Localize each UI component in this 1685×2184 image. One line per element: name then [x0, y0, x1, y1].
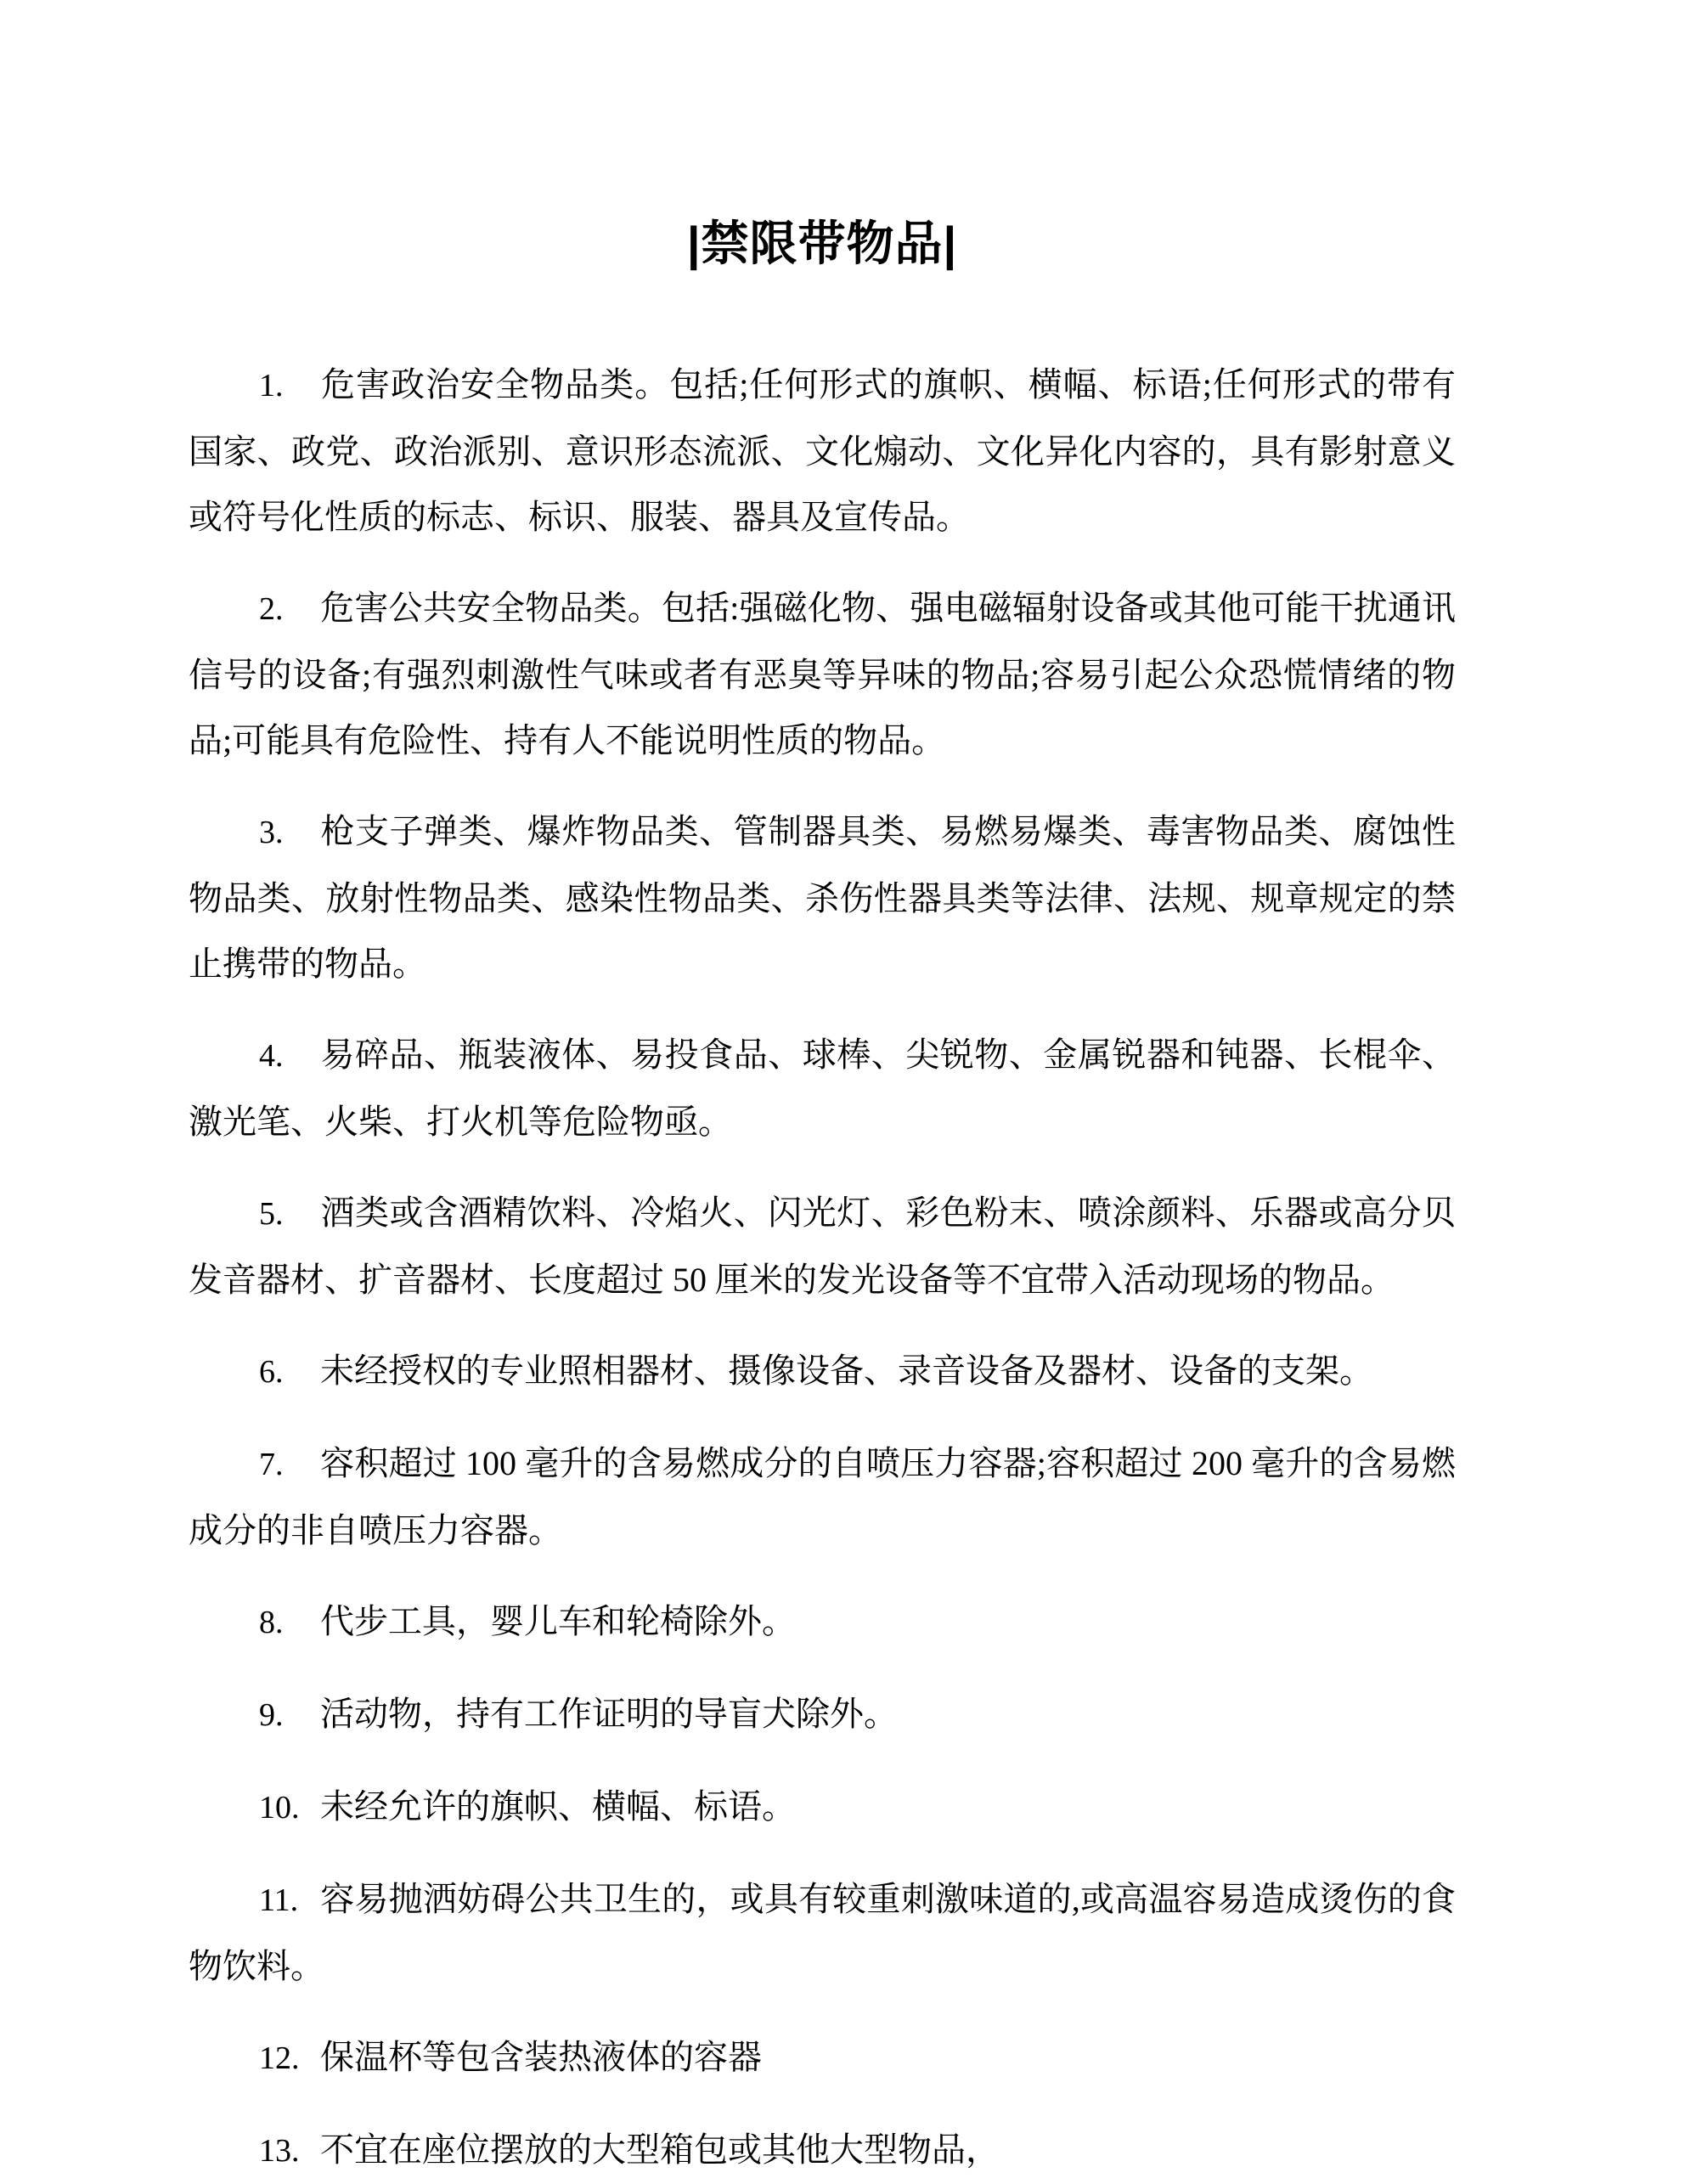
- item-text: 活动物，持有工作证明的导盲犬除外。: [320, 1695, 898, 1733]
- item-text: 保温杯等包含装热液体的容器: [320, 2038, 762, 2076]
- item-number: 10.: [259, 1790, 300, 1826]
- item-number: 3.: [259, 815, 284, 850]
- list-item-6: [189, 1338, 1456, 1405]
- item-number: 7.: [259, 1447, 284, 1482]
- item-text: 未经允许的旗帜、横幅、标语。: [320, 1787, 796, 1826]
- item-text: 代步工具，婴儿车和轮椅除外。: [320, 1602, 796, 1640]
- item-number: 1.: [259, 368, 284, 404]
- item-number: 5.: [259, 1196, 284, 1232]
- item-text: 容易抛洒妨碍公共卫生的，或具有较重刺激味道的,或高温容易造成烫伤的食物饮料。: [189, 1880, 1456, 1985]
- item-text: 枪支子弹类、爆炸物品类、管制器具类、易燃易爆类、毒害物品类、腐蚀性物品类、放射性物品类、感染性物品类、杀伤性器具类等法律、法规、规章规定的禁止携带的物品。: [189, 812, 1456, 983]
- item-text: 危害公共安全物品类。包括:强磁化物、强电磁辐射设备或其他可能干扰通讯信号的设备;有强烈刺激性气味或者有恶臭等异味的物品;容易引起公众恐慌情绪的物品;可能具有危险性、持有人不能说明性质的物品。: [189, 589, 1456, 759]
- item-text: 不宜在座位摆放的大型箱包或其他大型物品，: [320, 2130, 1000, 2169]
- item-number: 13.: [259, 2133, 300, 2169]
- list-item-1: [189, 352, 1456, 550]
- list-item-5: [189, 1180, 1456, 1312]
- item-number: 4.: [259, 1038, 284, 1074]
- item-text: 易碎品、瓶装液体、易投食品、球棒、尖锐物、金属锐器和钝器、长棍伞、激光笔、火柴、打火机等危险物亟。: [189, 1036, 1456, 1141]
- list-item-9: [189, 1681, 1456, 1748]
- item-number: 11.: [259, 1882, 299, 1918]
- list-item-3: [189, 799, 1456, 996]
- list-item-2: [189, 575, 1456, 773]
- item-text: 容积超过 100 毫升的含易燃成分的自喷压力容器;容积超过 200 毫升的含易燃成分的非自喷压力容器。: [189, 1444, 1456, 1549]
- list-item-8: [189, 1589, 1456, 1656]
- list-item-11: [189, 1866, 1456, 1999]
- item-text: 危害政治安全物品类。包括;任何形式的旗帜、横幅、标语;任何形式的带有国家、政党、政治派别、意识形态流派、文化煽动、文化异化内容的，具有影射意义或符号化性质的标志、标识、服装、器具及宣传品。: [189, 365, 1456, 536]
- item-number: 9.: [259, 1697, 284, 1733]
- list-item-4: [189, 1022, 1456, 1154]
- page-title: |禁限带物品|: [686, 217, 958, 270]
- item-number: 6.: [259, 1354, 284, 1390]
- item-text: 未经授权的专业照相器材、摄像设备、录音设备及器材、设备的支架。: [320, 1352, 1373, 1390]
- item-number: 2.: [259, 591, 284, 627]
- list-item-13: [189, 2117, 1456, 2184]
- item-number: 12.: [259, 2040, 300, 2076]
- list-item-10: [189, 1774, 1456, 1841]
- list-item-7: [189, 1431, 1456, 1563]
- list-item-12: [189, 2024, 1456, 2091]
- item-number: 8.: [259, 1605, 284, 1640]
- item-text: 酒类或含酒精饮料、冷焰火、闪光灯、彩色粉末、喷涂颜料、乐器或高分贝发音器材、扩音器材、长度超过 50 厘米的发光设备等不宜带入活动现场的物品。: [189, 1194, 1456, 1299]
